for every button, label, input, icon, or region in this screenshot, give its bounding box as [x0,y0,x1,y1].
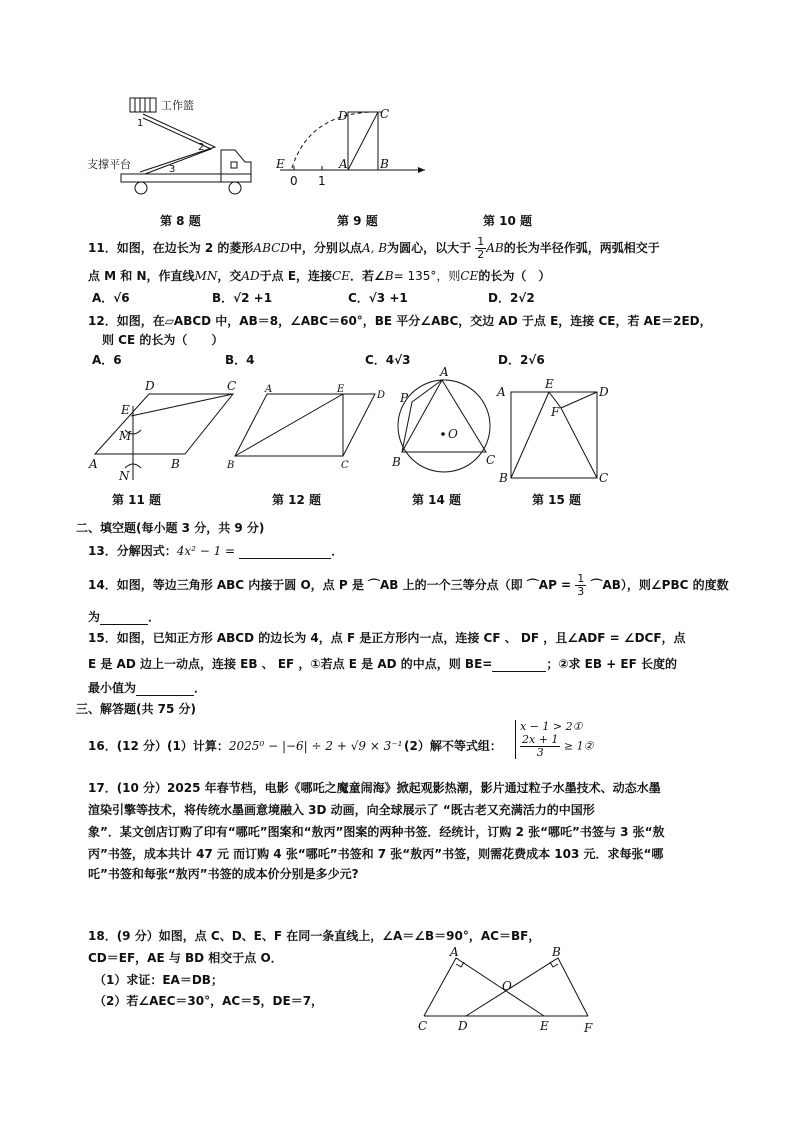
point-B: B [380,157,389,171]
section3-heading: 三、解答题(共 75 分) [76,702,197,716]
q16-part2-label: (2）解不等式组： [404,739,502,753]
q13-answer-blank[interactable] [239,542,331,559]
point-N: N [119,469,130,483]
point-A: A [440,365,449,379]
point-B: B [499,471,508,485]
caption-fig15: 第 15 题 [532,493,582,507]
q15-answer-blank-1[interactable] [492,655,546,672]
point-E: E [545,378,554,391]
figure-15 [495,378,615,486]
point-E: E [337,384,345,395]
point-A: A [265,384,273,395]
q18-line: （1）求证：EA＝DB； [94,973,223,987]
caption-fig10: 第 10 题 [483,214,533,228]
q18-line: CD＝EF，AE 与 BD 相交于点 O． [88,951,283,965]
q11-option-a: A．√6 [92,291,130,305]
q17-line: 17．(10 分）2025 年春节档，电影《哪吒之魔童闹海》掀起观影热潮，影片通过粒子水墨技术、动态水墨 [88,781,661,795]
q11-fraction: $\frac{1}{2}$ [477,235,485,261]
point-F: F [584,1021,593,1035]
point-C: C [380,107,390,121]
q11-option-d: D．2√2 [488,291,535,305]
point-M: M [119,429,132,443]
angle-3: 3 [169,164,176,175]
point-D: D [145,379,155,393]
point-E: E [540,1019,549,1033]
q12-option-a: A．6 [92,353,122,367]
q14-line2: 为 ． [88,610,161,624]
section2-heading: 二、填空题(每小题 3 分，共 9 分) [76,521,265,535]
point-D: D [599,385,609,399]
basket-label: 工作篮 [161,99,194,112]
point-D: D [377,390,386,401]
q12-line1: 12．如图，在▱ABCD 中，AB＝8，∠ABC＝60°，BE 平分∠ABC，交边 AD 于点 E，连接 CE，若 AE＝2ED， [88,314,712,328]
point-O: O [448,427,458,441]
q18-line: （2）若∠AEC＝30°，AC＝5，DE＝7， [94,994,324,1008]
point-A: A [450,945,459,959]
point-F: F [551,405,560,419]
figure-14 [388,364,500,476]
q17-line: 丙”书签，成本共计 47 元 而订购 4 张“哪吒”书签和 7 张“敖丙”书签，则需花费成本 103 元．求每张“哪 [88,847,664,861]
q11-line2: 点 M 和 N，作直线MN，交AD于点 E，连接CE．若∠B= 135°，则CE的长为（ ） [88,269,551,283]
q14-answer-blank[interactable] [100,608,148,625]
platform-label: 支撑平台 [87,158,131,171]
q17-line: 吒”书签和每张“敖丙”书签的成本价分别是多少元? [88,867,359,881]
q16-part1: 16．(12 分）(1）计算：2025⁰ − |−6| ÷ 2 + √9 × 3⁻¹ [88,739,403,753]
caption-fig12: 第 12 题 [272,493,322,507]
angle-2: 2 [198,142,205,153]
point-C: C [418,1019,428,1033]
point-P: P [400,391,409,405]
caption-fig14: 第 14 题 [412,493,462,507]
point-C: C [341,460,349,471]
point-E: E [121,403,130,417]
point-D: D [458,1019,468,1033]
figure-9 [270,102,430,192]
point-C: C [486,453,496,467]
q15-line3: 最小值为 ． [88,681,207,695]
figure-8 [85,92,265,202]
q12-option-c: C．4√3 [365,353,411,367]
q12-option-b: B．4 [225,353,255,367]
q11-option-b: B．√2 +1 [212,291,273,305]
caption-fig9: 第 9 题 [337,214,378,228]
caption-fig11: 第 11 题 [112,493,162,507]
point-C: C [599,471,609,485]
q14-fraction: $\frac{1}{3}$ [577,572,585,598]
point-C: C [227,379,237,393]
q15-answer-blank-2[interactable] [136,679,194,696]
q17-line: 象”．某文创店订购了印有“哪吒”图案和“敖丙”图案的两种书签．经统计，订购 2 张“哪吒”书签与 3 张“敖 [88,825,665,839]
point-A: A [89,457,98,471]
work-basket [130,98,156,112]
point-O: O [502,979,512,993]
figure-11 [85,376,245,486]
q12-option-d: D．2√6 [498,353,545,367]
q11-line1: 11．如图，在边长为 2 的菱形ABCD中，分别以点A, B为圆心，以大于 $\frac{1}{2}$ AB的长为半径作弧，两弧相交于 [88,235,660,261]
point-B: B [552,945,561,959]
q16-inequality-system: x − 1 > 2① $\frac{2x + 1}{3}$ ≥ 1② [515,720,594,759]
q13: 13．分解因式：4x² − 1 = ． [88,544,344,558]
figure-12 [225,382,390,472]
angle-1: 1 [137,118,144,129]
tick-0: 0 [290,174,298,188]
caption-fig8: 第 8 题 [160,214,201,228]
point-B: B [171,457,180,471]
q15-line1: 15．如图，已知正方形 ABCD 的边长为 4，点 F 是正方形内一点，连接 CF 、 DF ，且∠ADF = ∠DCF，点 [88,631,686,645]
q17-line: 渲染引擎等技术，将传统水墨画意境融入 3D 动画，向全球展示了 “既古老又充满活力的中国形 [88,803,595,817]
point-B: B [227,460,235,471]
q12-line2: 则 CE 的长为（ ） [102,333,224,347]
point-D: D [338,109,348,123]
q11-option-c: C．√3 +1 [348,291,408,305]
tick-1: 1 [318,174,326,188]
q14-line1: 14．如图，等边三角形 ABC 内接于圆 O，点 P 是 ⌒AB 上的一个三等分点（即 ⌒AP = $\frac{1}{3}$ ⌒AB），则∠PBC 的度数 [88,572,729,598]
figure-18 [412,944,602,1036]
point-A: A [497,385,506,399]
q15-line2: E 是 AD 边上一动点，连接 EB 、 EF ，①若点 E 是 AD 的中点，则 BE= ；②求 EB + EF 长度的 [88,657,677,671]
point-B: B [392,455,401,469]
q18-line: 18．(9 分）如图，点 C、D、E、F 在同一条直线上，∠A＝∠B＝90°，AC＝BF， [88,929,541,943]
point-E: E [276,157,285,171]
point-A: A [339,157,348,171]
